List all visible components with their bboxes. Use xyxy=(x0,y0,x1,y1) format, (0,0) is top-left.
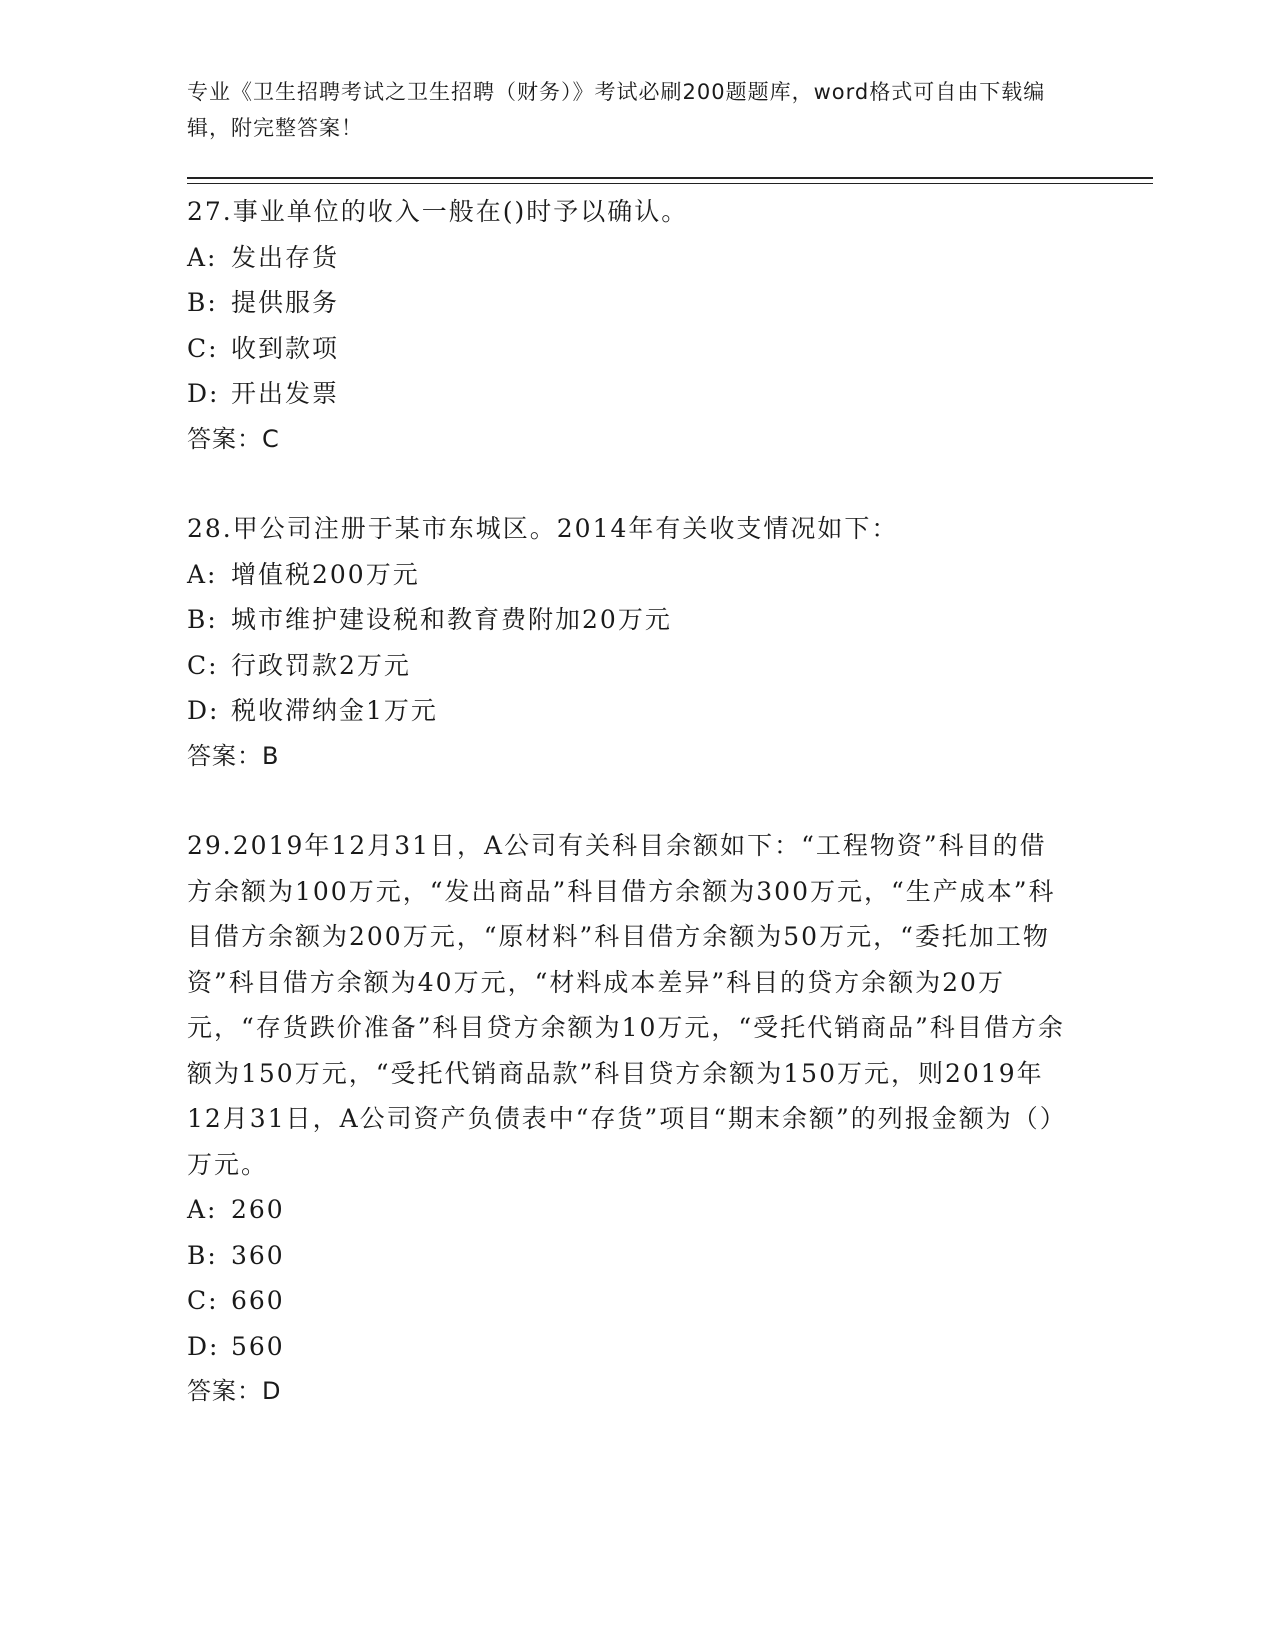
option-d xyxy=(187,1324,1067,1370)
question-28 xyxy=(187,506,1087,779)
option-b xyxy=(187,280,1087,326)
option-text: 行政罚款2万元 xyxy=(231,650,411,680)
option-a xyxy=(187,552,1087,598)
option-key: C: xyxy=(187,650,219,680)
option-key: D: xyxy=(187,696,220,725)
option-text: 开出发票 xyxy=(231,379,340,408)
option-key: B: xyxy=(187,1240,218,1270)
option-c xyxy=(187,1278,1067,1324)
question-number: 28. xyxy=(187,514,233,543)
question-stem: 甲公司注册于某市东城区。2014年有关收支情况如下： xyxy=(232,514,899,543)
question-29 xyxy=(187,823,1067,1415)
answer-line: 答案：D xyxy=(187,1377,282,1405)
option-b xyxy=(187,1233,1067,1279)
option-text: 发出存货 xyxy=(231,242,340,272)
option-text: 360 xyxy=(231,1240,285,1270)
option-a xyxy=(187,1187,1067,1233)
option-key: A: xyxy=(187,1195,218,1224)
option-c xyxy=(187,643,1087,689)
question-number: 27. xyxy=(187,197,233,226)
question-text xyxy=(187,506,1087,552)
answer-line: 答案：B xyxy=(187,741,280,770)
header-divider-thin xyxy=(187,183,1153,184)
option-text: 260 xyxy=(231,1195,285,1224)
option-key: D: xyxy=(187,379,220,408)
option-d xyxy=(187,371,1087,417)
option-d xyxy=(187,688,1087,734)
answer-line: 答案：C xyxy=(187,424,280,453)
option-text: 收到款项 xyxy=(231,333,340,363)
option-text: 560 xyxy=(231,1331,285,1361)
option-text: 增值税200万元 xyxy=(231,559,420,589)
option-key: B: xyxy=(187,288,218,317)
option-key: A: xyxy=(187,559,218,589)
question-text xyxy=(187,189,1087,235)
option-text: 城市维护建设税和教育费附加20万元 xyxy=(231,605,672,634)
question-stem: 事业单位的收入一般在()时予以确认。 xyxy=(232,197,689,226)
question-text xyxy=(187,823,1067,1187)
option-key: C: xyxy=(187,333,219,363)
option-key: D: xyxy=(187,1331,220,1361)
question-number: 29. xyxy=(187,831,233,860)
header-divider-thick xyxy=(187,177,1153,179)
option-key: B: xyxy=(187,605,218,634)
option-b xyxy=(187,597,1087,643)
document-header: 专业《卫生招聘考试之卫生招聘（财务）》考试必刷200题题库，word格式可自由下载编辑，附完整答案！ xyxy=(187,80,1046,140)
option-key: C: xyxy=(187,1286,219,1315)
option-text: 660 xyxy=(231,1286,285,1315)
option-text: 提供服务 xyxy=(231,288,340,317)
option-key: A: xyxy=(187,242,218,272)
question-stem: 2019年12月31日，A公司有关科目余额如下：“工程物资”科目的借方余额为100万元，“发出商品”科目借方余额为300万元，“生产成本”科目借方余额为200万元，“原材料”科目借方余额为50万元，“委托加工物资”科目借方余额为40万元，“材料成本差异”科目的贷方余额为20万元，“存货跌价准备”科目贷方余额为10万元，“受托代销商品”科目借方余额为150万元，“受托代销商品款”科目贷方余额为150万元，则2019年12月31日，A公司资产负债表中“存货”项目“期末余额”的列报金额为（）万元。 xyxy=(187,831,1067,1179)
question-27 xyxy=(187,189,1087,462)
option-a xyxy=(187,235,1087,281)
option-text: 税收滞纳金1万元 xyxy=(231,696,438,725)
option-c xyxy=(187,326,1087,372)
